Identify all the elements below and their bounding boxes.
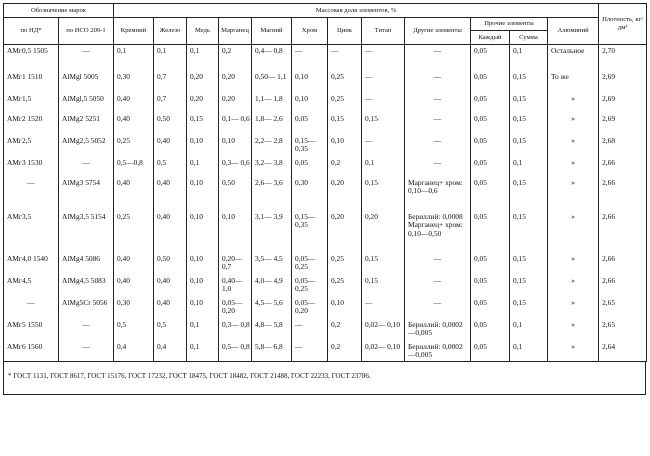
header-manganese: Марганец [219,18,252,45]
cell-other: Марганец+ хром: 0,10—0,6 [405,177,471,211]
cell-cu: 0,10 [187,253,219,275]
cell-iso: AlMgl,5 5050 [59,93,114,113]
cell-ti: — [362,297,405,319]
cell-cu: 0,20 [187,71,219,93]
header-chromium: Хром [292,18,328,45]
cell-iso: — [59,45,114,71]
cell-rho: 2,65 [599,319,647,341]
cell-mn: 0,10 [219,211,252,253]
cell-other: — [405,297,471,319]
cell-sum: 0,1 [510,157,548,177]
cell-cr: 0,15— 0,35 [292,135,328,157]
header-other-group: Прочие элементы [471,18,548,31]
cell-fe: 0,50 [154,113,187,135]
table-row [4,71,647,93]
header-zinc: Цинк [328,18,362,45]
cell-fe: 0,40 [154,177,187,211]
cell-other: Бериллий: 0,0008 Марганец+ хром: 0,10—0,50 [405,211,471,253]
cell-si: 0,5—0,8 [114,157,154,177]
cell-cr: — [292,319,328,341]
cell-mn: 0,1— 0,6 [219,113,252,135]
cell-each: 0,05 [471,211,510,253]
cell-ti: 0,02— 0,10 [362,319,405,341]
cell-other: — [405,113,471,135]
cell-mn: 0,40— 1,0 [219,275,252,297]
cell-iso: AlMg2,5 5052 [59,135,114,157]
table-row [4,157,647,177]
cell-sum: 0,15 [510,297,548,319]
cell-iso: — [59,341,114,362]
cell-nd: — [4,297,59,319]
cell-sum: 0,1 [510,341,548,362]
cell-mn: 0,3— 0,6 [219,157,252,177]
table-row [4,211,647,253]
cell-each: 0,05 [471,341,510,362]
cell-each: 0,05 [471,135,510,157]
cell-cu: 0,15 [187,113,219,135]
cell-nd: АМг1 1510 [4,71,59,93]
cell-ti: 0,1 [362,157,405,177]
cell-sum: 0,15 [510,211,548,253]
cell-other: Бериллий: 0,0002—0,005 [405,341,471,362]
cell-si: 0,1 [114,45,154,71]
cell-cu: 0,10 [187,211,219,253]
cell-fe: 0,40 [154,135,187,157]
cell-zn: 0,2 [328,341,362,362]
cell-cu: 0,1 [187,319,219,341]
cell-zn: 0,25 [328,253,362,275]
cell-sum: 0,1 [510,319,548,341]
cell-iso: AlMg5Cr 5056 [59,297,114,319]
cell-other: — [405,157,471,177]
cell-other: — [405,275,471,297]
cell-zn: 0,25 [328,275,362,297]
cell-fe: 0,40 [154,211,187,253]
cell-mg: 3,5— 4,5 [252,253,292,275]
cell-si: 0,30 [114,297,154,319]
header-marks-group: Обозначение марок [4,4,114,18]
cell-fe: 0,5 [154,157,187,177]
cell-al: » [548,211,599,253]
cell-si: 0,40 [114,275,154,297]
cell-al: » [548,341,599,362]
table-row [4,341,647,362]
cell-zn: 0,20 [328,211,362,253]
cell-rho: 2,70 [599,45,647,71]
cell-si: 0,4 [114,341,154,362]
cell-each: 0,05 [471,93,510,113]
cell-cr: 0,05— 0,25 [292,275,328,297]
cell-ti: 0,15 [362,177,405,211]
cell-cu: 0,20 [187,93,219,113]
cell-each: 0,05 [471,113,510,135]
cell-ti: 0,20 [362,211,405,253]
table-row [4,45,647,71]
cell-mn: 0,10 [219,135,252,157]
cell-sum: 0,15 [510,93,548,113]
cell-al: » [548,253,599,275]
header-mass-fraction: Массовая доля элементов, % [114,4,599,18]
cell-si: 0,25 [114,135,154,157]
cell-rho: 2,69 [599,71,647,93]
cell-al: » [548,135,599,157]
cell-mn: 0,20— 0,7 [219,253,252,275]
cell-zn: 0,10 [328,135,362,157]
cell-si: 0,40 [114,113,154,135]
cell-nd: АМг2 1520 [4,113,59,135]
cell-each: 0,05 [471,71,510,93]
cell-mg: 4,5— 5,6 [252,297,292,319]
cell-zn: — [328,45,362,71]
cell-cu: 0,1 [187,45,219,71]
cell-iso: — [59,319,114,341]
cell-cu: 0,10 [187,275,219,297]
cell-mn: 0,3— 0,8 [219,319,252,341]
cell-al: » [548,157,599,177]
cell-mn: 0,05— 0,20 [219,297,252,319]
cell-cu: 0,1 [187,157,219,177]
cell-nd: АМг1,5 [4,93,59,113]
cell-other: — [405,93,471,113]
table-body [4,45,647,362]
header-sum: Сумма [510,31,548,45]
cell-iso: — [59,157,114,177]
cell-zn: 0,2 [328,157,362,177]
cell-cu: 0,1 [187,341,219,362]
cell-cu: 0,10 [187,297,219,319]
header-titanium: Титан [362,18,405,45]
cell-cu: 0,10 [187,177,219,211]
cell-si: 0,40 [114,93,154,113]
cell-each: 0,05 [471,177,510,211]
header-by-iso: по ИСО 209-1 [59,18,114,45]
cell-ti: — [362,45,405,71]
cell-mn: 0,50 [219,177,252,211]
cell-ti: 0,02— 0,10 [362,341,405,362]
cell-ti: 0,15 [362,275,405,297]
cell-each: 0,05 [471,253,510,275]
cell-cr: 0,05 [292,113,328,135]
cell-mg: 3,2— 3,8 [252,157,292,177]
cell-rho: 2,68 [599,135,647,157]
cell-nd: — [4,177,59,211]
cell-other: Бериллий: 0,0002—0,005 [405,319,471,341]
cell-zn: 0,10 [328,297,362,319]
cell-mn: 0,2 [219,45,252,71]
cell-nd: АМг4,0 1540 [4,253,59,275]
cell-sum: 0,15 [510,113,548,135]
cell-sum: 0,15 [510,253,548,275]
cell-iso: AlMgl 5005 [59,71,114,93]
cell-other: — [405,135,471,157]
table-row [4,177,647,211]
cell-iso: AlMg4 5086 [59,253,114,275]
cell-cr: 0,05— 0,20 [292,297,328,319]
table-row [4,297,647,319]
cell-mg: 1,1— 1,8 [252,93,292,113]
cell-other: — [405,71,471,93]
cell-zn: 0,25 [328,71,362,93]
cell-rho: 2,66 [599,157,647,177]
cell-iso: AlMg2 5251 [59,113,114,135]
cell-mn: 0,20 [219,93,252,113]
cell-ti: — [362,93,405,113]
cell-cr: — [292,341,328,362]
cell-iso: AlMg3 5754 [59,177,114,211]
table-row [4,135,647,157]
cell-mg: 0,50— 1,1 [252,71,292,93]
cell-mg: 3,1— 3,9 [252,211,292,253]
cell-fe: 0,5 [154,319,187,341]
alloy-composition-table [3,3,647,362]
cell-zn: 0,25 [328,93,362,113]
table-row [4,113,647,135]
cell-sum: 0,15 [510,135,548,157]
cell-zn: 0,15 [328,113,362,135]
cell-nd: АМг6 1560 [4,341,59,362]
table-row [4,93,647,113]
cell-fe: 0,1 [154,45,187,71]
cell-each: 0,05 [471,157,510,177]
footnote: * ГОСТ 1131, ГОСТ 8617, ГОСТ 15176, ГОСТ 17232, ГОСТ 18475, ГОСТ 18482, ГОСТ 21488, ГОСТ 22233, ГОСТ 23786. [3,362,646,395]
cell-rho: 2,66 [599,253,647,275]
cell-each: 0,05 [471,45,510,71]
cell-each: 0,05 [471,275,510,297]
cell-fe: 0,40 [154,275,187,297]
header-by-nd: по НД* [4,18,59,45]
cell-fe: 0,7 [154,93,187,113]
cell-iso: AlMg4,5 5083 [59,275,114,297]
cell-cr: 0,10 [292,93,328,113]
cell-iso: AlMg3,5 5154 [59,211,114,253]
header-magnesium: Магний [252,18,292,45]
cell-al: » [548,297,599,319]
header-each: Каждый [471,31,510,45]
alloy-composition-document [3,3,646,395]
cell-al: Остальное [548,45,599,71]
cell-zn: 0,2 [328,319,362,341]
cell-nd: АМг3,5 [4,211,59,253]
cell-al: » [548,319,599,341]
table-row [4,253,647,275]
cell-si: 0,40 [114,253,154,275]
cell-si: 0,30 [114,71,154,93]
cell-si: 0,40 [114,177,154,211]
cell-al: » [548,177,599,211]
cell-mg: 5,8— 6,8 [252,341,292,362]
table-row [4,275,647,297]
cell-each: 0,05 [471,319,510,341]
header-iron: Железо [154,18,187,45]
cell-cr: 0,05 [292,157,328,177]
cell-nd: АМг5 1550 [4,319,59,341]
cell-nd: АМг4,5 [4,275,59,297]
cell-al: » [548,93,599,113]
cell-cu: 0,10 [187,135,219,157]
header-other-elements: Другие элементы [405,18,471,45]
cell-other: — [405,45,471,71]
cell-mg: 4,8— 5,8 [252,319,292,341]
cell-si: 0,5 [114,319,154,341]
cell-rho: 2,66 [599,275,647,297]
cell-mg: 0,4— 0,8 [252,45,292,71]
header-silicon: Кремний [114,18,154,45]
header-copper: Медь [187,18,219,45]
cell-ti: — [362,71,405,93]
cell-al: » [548,275,599,297]
cell-cr: 0,05— 0,25 [292,253,328,275]
cell-rho: 2,69 [599,93,647,113]
cell-sum: 0,15 [510,275,548,297]
cell-mn: 0,20 [219,71,252,93]
cell-nd: АМг3 1530 [4,157,59,177]
cell-mn: 0,5— 0,8 [219,341,252,362]
cell-cr: 0,30 [292,177,328,211]
cell-ti: 0,15 [362,113,405,135]
cell-rho: 2,66 [599,211,647,253]
cell-ti: — [362,135,405,157]
cell-other: — [405,253,471,275]
cell-nd: АМг2,5 [4,135,59,157]
cell-mg: 1,8— 2,6 [252,113,292,135]
cell-rho: 2,69 [599,113,647,135]
cell-al: То же [548,71,599,93]
cell-al: » [548,113,599,135]
cell-mg: 4,0— 4,9 [252,275,292,297]
cell-cr: 0,15— 0,35 [292,211,328,253]
cell-fe: 0,40 [154,297,187,319]
cell-rho: 2,64 [599,341,647,362]
cell-sum: 0,15 [510,177,548,211]
cell-fe: 0,4 [154,341,187,362]
table-row [4,319,647,341]
cell-rho: 2,66 [599,177,647,211]
cell-mg: 2,6— 3,6 [252,177,292,211]
cell-nd: АМг0,5 1505 [4,45,59,71]
cell-rho: 2,65 [599,297,647,319]
cell-si: 0,25 [114,211,154,253]
cell-ti: 0,15 [362,253,405,275]
cell-fe: 0,50 [154,253,187,275]
cell-sum: 0,1 [510,45,548,71]
header-aluminum: Алюминий [548,18,599,45]
cell-cr: 0,10 [292,71,328,93]
cell-cr: — [292,45,328,71]
cell-zn: 0,20 [328,177,362,211]
cell-each: 0,05 [471,297,510,319]
header-density: Плотность, кг/дм³ [599,4,647,45]
cell-sum: 0,15 [510,71,548,93]
cell-mg: 2,2— 2,8 [252,135,292,157]
cell-fe: 0,7 [154,71,187,93]
